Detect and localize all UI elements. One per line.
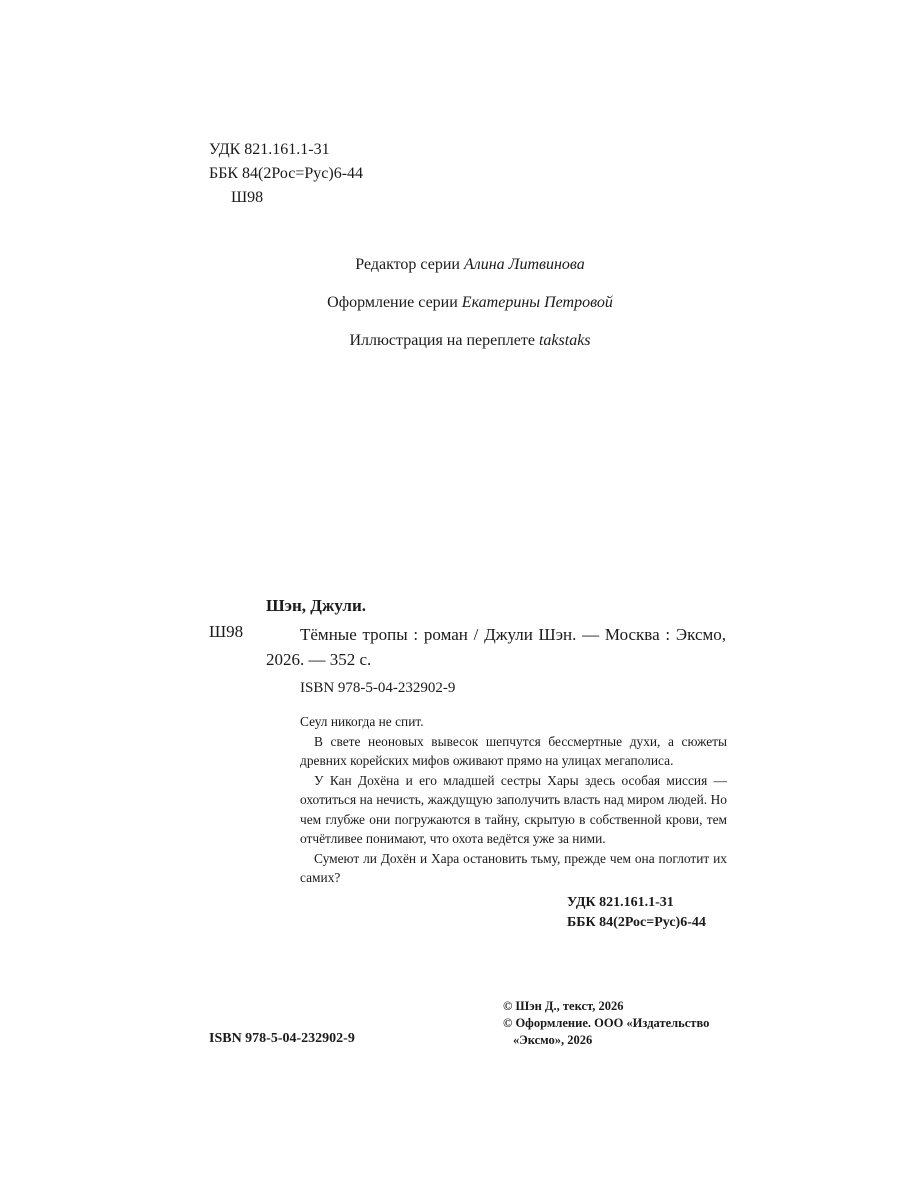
annotation [300,712,727,888]
annotation-paragraph: У Кан Дохёна и его младшей сестры Хары здесь особая миссия — охотиться на нечисть, жаждущую заполучить власть над миром людей. Но чем глубже они погружаются в тайну, скрытую в собственной крови, тем отчётливее понимают, что охота ведётся уже за ними. [300,772,727,846]
cutter-mark: Ш98 [209,622,244,641]
bbk-code-bottom: ББК 84(2Рос=Рус)6-44 [567,915,706,930]
isbn-line: ISBN 978-5-04-232902-9 [300,680,456,696]
copyright-design: © Оформление. ООО «Издательство [503,1016,710,1030]
author-heading: Шэн, Джули. [266,596,366,615]
copyright-block [503,998,709,1049]
classification-codes [209,138,363,210]
bbk-code: ББК 84(2Рос=Рус)6-44 [209,165,364,182]
credit-cover-illustration: Иллюстрация на переплете takstaks [349,332,591,349]
copyright-text: © Шэн Д., текст, 2026 [503,999,624,1013]
cutter-code: Ш98 [231,189,264,206]
annotation-paragraph: В свете неоновых вывесок шепчутся бессмертные духи, а сюжеты древних корейских мифов оживают прямо на улицах мегаполиса. [300,733,727,768]
annotation-paragraph: Сумеют ли Дохён и Хара остановить тьму, прежде чем она поглотит их самих? [300,850,727,885]
udk-code: УДК 821.161.1-31 [209,141,330,158]
credits-block [0,253,900,367]
isbn-bottom: ISBN 978-5-04-232902-9 [209,1031,355,1046]
copyright-design-cont: «Эксмо», 2026 [513,1033,593,1047]
bibliographic-description: Тёмные тропы : роман / Джули Шэн. — Москва : Эксмо, 2026. — 352 с. [266,625,726,669]
credit-series-editor: Редактор серии Алина Литвинова [355,256,585,273]
annotation-paragraph: Сеул никогда не спит. [300,714,424,729]
bottom-classification [567,893,706,933]
credit-series-design: Оформление серии Екатерины Петровой [327,294,613,311]
udk-code-bottom: УДК 821.161.1-31 [567,895,674,910]
